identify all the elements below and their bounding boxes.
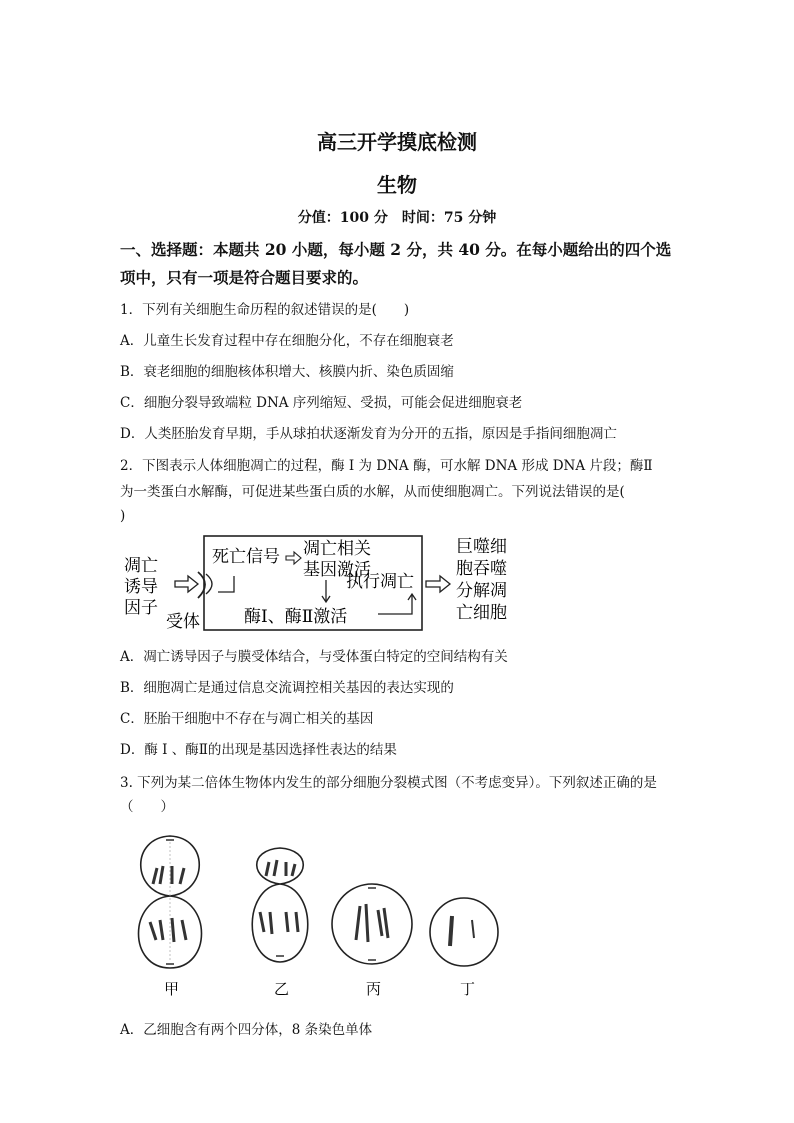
- question-1-option-a: A．儿童生长发育过程中存在细胞分化，不存在细胞衰老: [120, 333, 454, 349]
- gene-label-line2: 基因激活: [303, 560, 371, 580]
- subject-title: 生物: [377, 173, 417, 197]
- receptor-shape-inner: [206, 574, 212, 594]
- cell-bing-membrane: [332, 884, 412, 964]
- question-1-option-c: C．细胞分裂导致端粒 DNA 序列缩短、受损，可能会促进细胞衰老: [120, 395, 523, 411]
- cell-label-yi: 乙: [274, 980, 290, 998]
- question-3-stem-line1: 3. 下列为某二倍体生物体内发生的部分细胞分裂模式图（不考虑变异）。下列叙述正确的是: [120, 775, 657, 791]
- cell-yi-chromosomes-top: [266, 860, 295, 876]
- section-heading-line2: 项中，只有一项是符合题目要求的。: [120, 268, 369, 287]
- question-2-option-d: D．酶 I 、酶Ⅱ的出现是基因选择性表达的结果: [120, 742, 397, 758]
- cell-division-figure: [120, 832, 520, 1004]
- result-line1: 巨噬细: [456, 537, 507, 557]
- cell-ding-chromosome-1: [450, 916, 452, 946]
- inducer-line1: 凋亡: [124, 556, 158, 576]
- result-arrow: [426, 576, 450, 592]
- cell-jia: [139, 836, 202, 998]
- result-line4: 亡细胞: [456, 603, 507, 623]
- question-2-option-c: C．胚胎干细胞中不存在与凋亡相关的基因: [120, 711, 374, 727]
- cell-yi-membrane: [252, 848, 308, 962]
- question-2-option-b: B．细胞凋亡是通过信息交流调控相关基因的表达实现的: [120, 680, 454, 696]
- cell-jia-chromosomes-bottom: [150, 918, 186, 942]
- score-time-info: 分值：100 分 时间：75 分钟: [297, 210, 497, 226]
- question-1-stem: 1．下列有关细胞生命历程的叙述错误的是( ): [120, 302, 410, 318]
- execute-label: 执行凋亡: [346, 572, 414, 592]
- signal-to-gene-arrow: [286, 552, 301, 564]
- inducer-line3: 因子: [124, 598, 158, 618]
- question-1-option-b: B．衰老细胞的细胞核体积增大、核膜内折、染色质固缩: [120, 364, 454, 380]
- exam-title: 高三开学摸底检测: [317, 130, 477, 154]
- question-3-stem-line2: （ ）: [120, 799, 174, 815]
- cell-label-bing: 丙: [366, 980, 382, 998]
- result-line2: 胞吞噬: [456, 559, 507, 579]
- apoptosis-diagram: [120, 532, 544, 636]
- cell-ding: [430, 898, 498, 998]
- question-2-stem-line3: ): [120, 508, 126, 524]
- cell-bing-chromosomes: [356, 904, 388, 942]
- inducer-arrow: [175, 576, 198, 592]
- result-line3: 分解凋: [456, 581, 507, 601]
- gene-to-enzyme-arrow: [322, 580, 330, 602]
- question-2-stem-line2: 为一类蛋白水解酶，可促进某些蛋白质的水解，从而使细胞凋亡。下列说法错误的是(: [120, 484, 625, 500]
- receptor-label: 受体: [166, 612, 200, 632]
- inducer-line2: 诱导: [124, 577, 158, 597]
- cell-yi-chromosomes-bottom: [260, 912, 298, 934]
- question-1-option-d: D．人类胚胎发育早期，手从球拍状逐渐发育为分开的五指，原因是手指间细胞凋亡: [120, 426, 617, 442]
- cell-ding-membrane: [430, 898, 498, 966]
- execute-arrow: [378, 594, 416, 614]
- death-signal-label: 死亡信号: [212, 547, 280, 567]
- signal-up-arrow: [218, 576, 234, 592]
- cell-jia-chromosomes-top: [153, 866, 184, 884]
- question-2-option-a: A．凋亡诱导因子与膜受体结合，与受体蛋白特定的空间结构有关: [120, 649, 508, 665]
- section-heading-line1: 一、选择题：本题共 20 小题，每小题 2 分，共 40 分。在每小题给出的四个选: [120, 240, 672, 259]
- gene-label-line1: 凋亡相关: [303, 539, 371, 559]
- cell-label-ding: 丁: [460, 980, 476, 998]
- cell-ding-chromosome-2: [472, 920, 474, 938]
- cell-label-jia: 甲: [164, 980, 180, 998]
- cell-yi: [252, 848, 308, 998]
- question-2-stem-line1: 2．下图表示人体细胞凋亡的过程，酶 I 为 DNA 酶，可水解 DNA 形成 DNA 片段；酶Ⅱ: [120, 458, 653, 474]
- enzymes-label: 酶Ⅰ、酶Ⅱ激活: [244, 607, 348, 627]
- cell-bing: [332, 884, 412, 998]
- question-3-option-a: A．乙细胞含有两个四分体，8 条染色单体: [120, 1022, 373, 1038]
